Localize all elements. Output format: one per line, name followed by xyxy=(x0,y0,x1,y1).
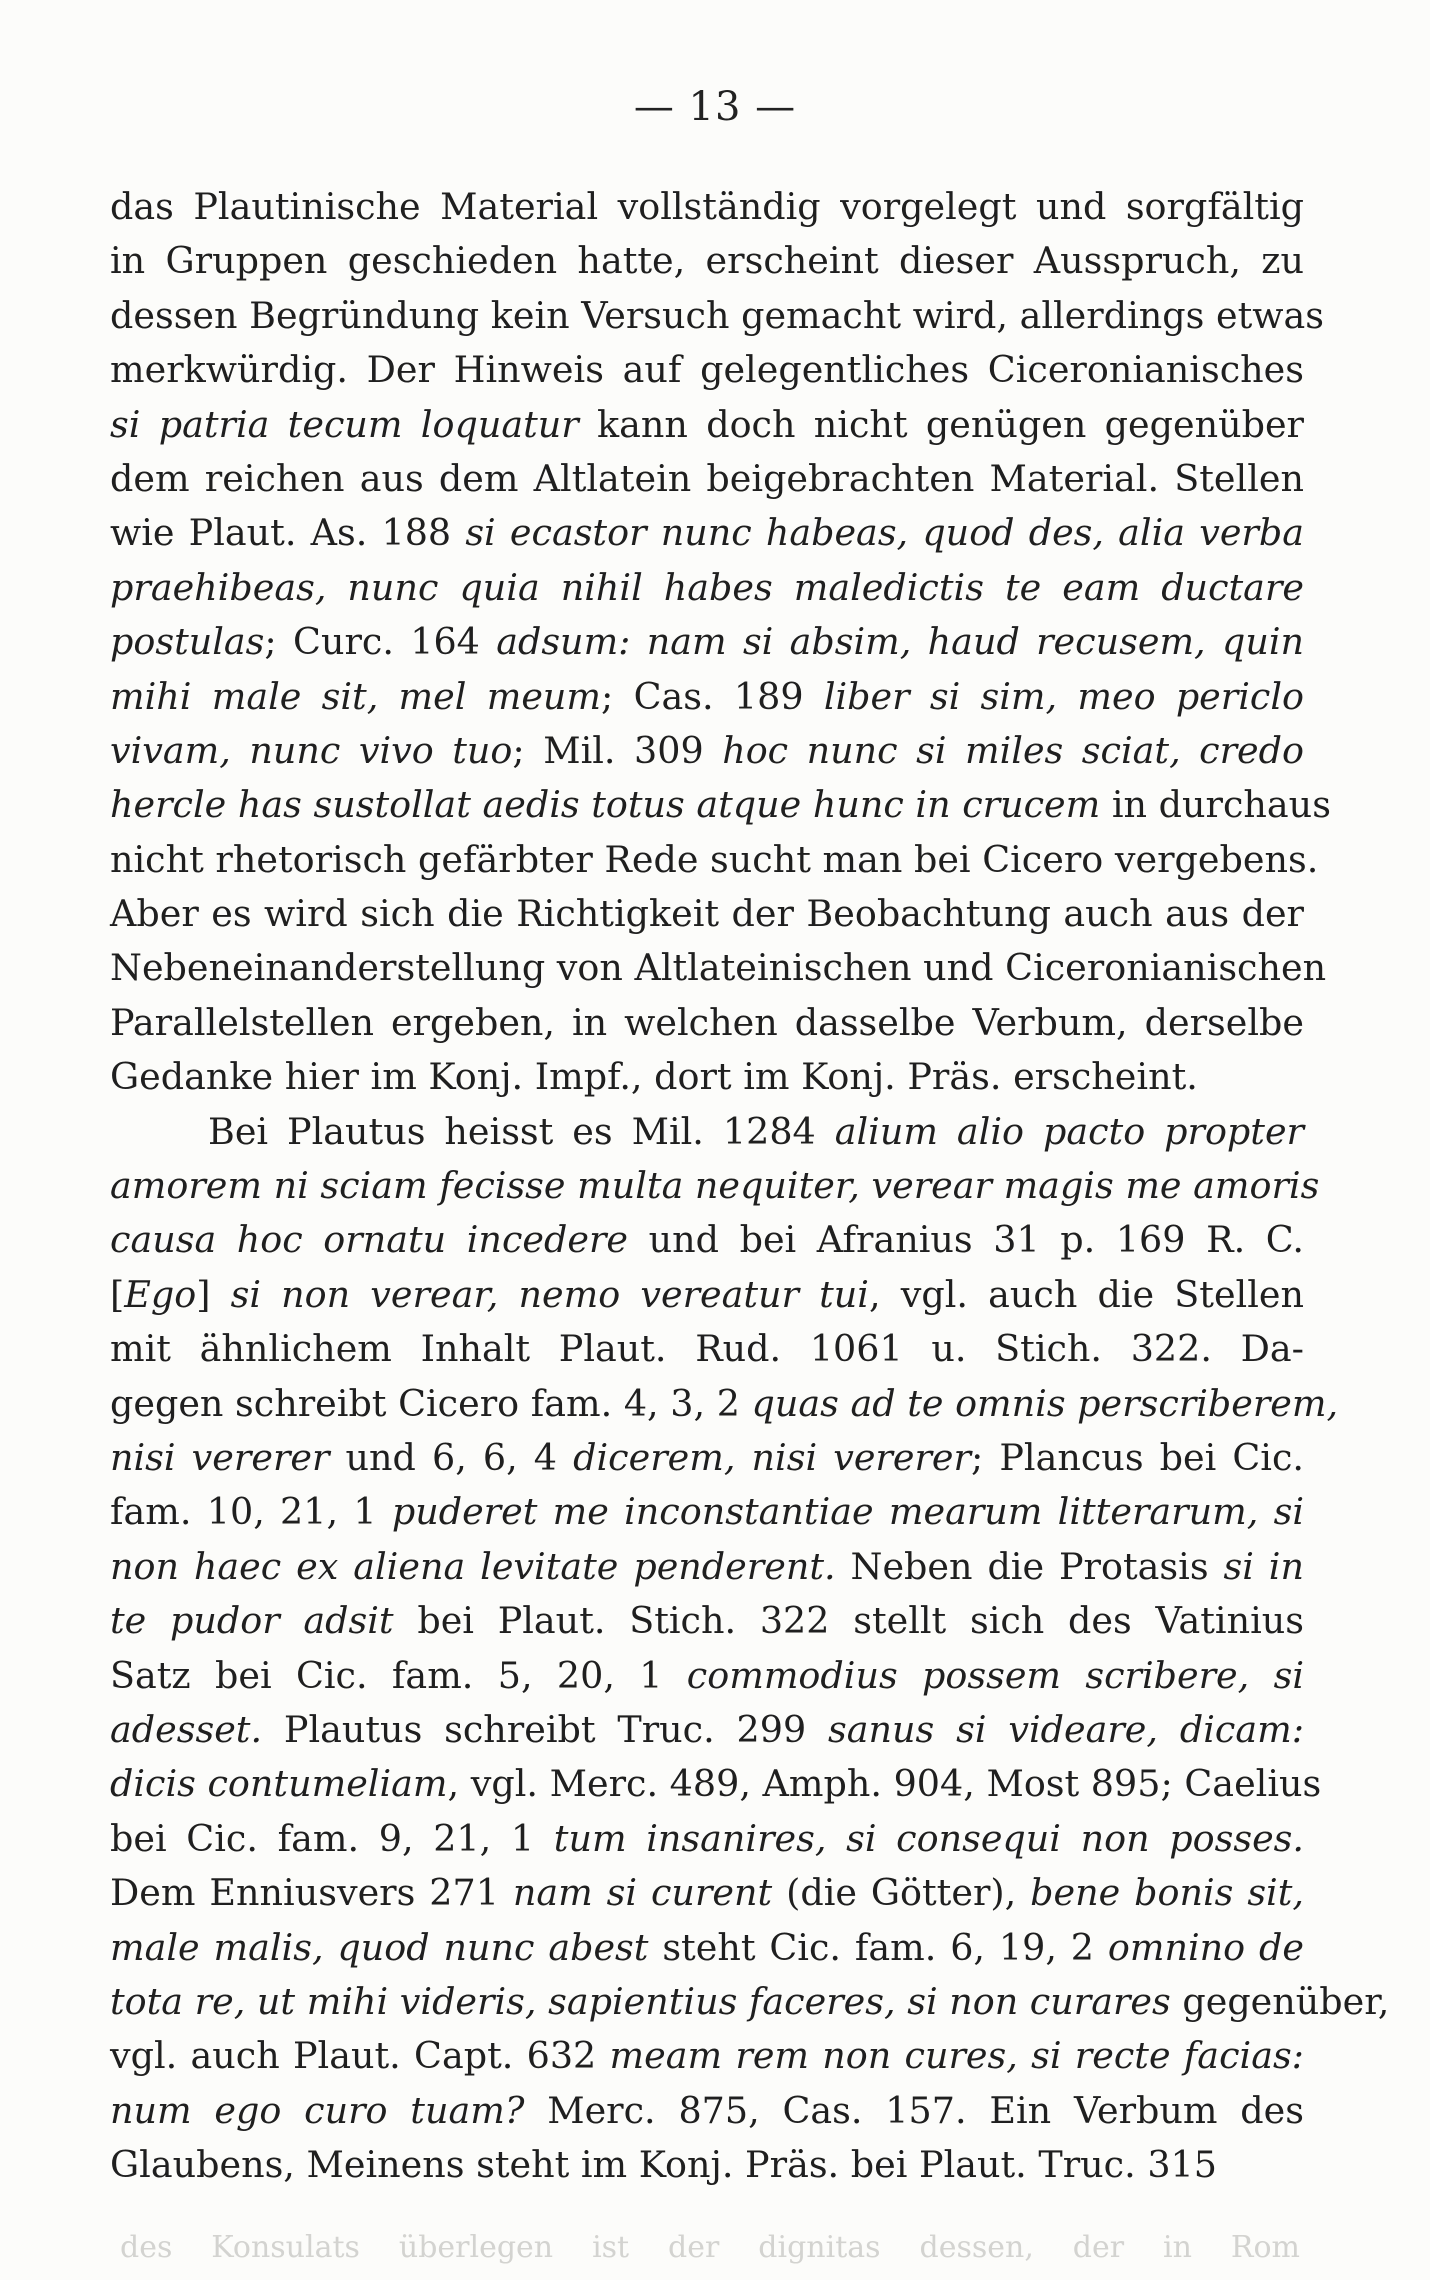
text-line xyxy=(110,615,1304,669)
italic-quote: dicerem, nisi vererer xyxy=(573,1435,971,1479)
italic-quote: nam si curent xyxy=(512,1871,773,1915)
text-run: ; Mil. 309 xyxy=(512,728,723,772)
text-run: ; Plancus bei Cic. xyxy=(970,1435,1304,1479)
text-line xyxy=(110,670,1304,724)
text-line xyxy=(110,506,1304,560)
text-line xyxy=(110,2029,1304,2083)
italic-quote: commodius possem scribere, si xyxy=(686,1653,1304,1697)
text-run: und 6, 6, 4 xyxy=(329,1435,574,1479)
italic-quote: tota re, ut mihi videris, sapientius faceres, si non curares xyxy=(110,1979,1171,2023)
text-line xyxy=(110,887,1304,941)
text-line xyxy=(110,1703,1304,1757)
text-run: bei Cic. fam. 9, 21, 1 xyxy=(110,1816,554,1860)
text-line xyxy=(110,343,1304,397)
text-run: Glaubens, Meinens steht im Konj. Präs. bei Plaut. Truc. 315 xyxy=(110,2143,1217,2187)
italic-quote: male malis, quod nunc abest xyxy=(110,1925,649,1969)
page-number: — 13 — xyxy=(633,84,797,130)
text-line xyxy=(110,1540,1304,1594)
text-line xyxy=(110,398,1304,452)
italic-quote: bene bonis sit, xyxy=(1030,1871,1305,1915)
text-run: in Gruppen geschieden hatte, erscheint dieser Ausspruch, zu xyxy=(110,239,1304,283)
text-run: mit ähnlichem Inhalt Plaut. Rud. 1061 u. Stich. 322. Da- xyxy=(110,1327,1304,1371)
text-run: und bei Afranius 31 p. 169 R. C. xyxy=(628,1218,1304,1262)
text-line xyxy=(110,2084,1304,2138)
italic-quote: mihi male sit, mel meum xyxy=(110,674,602,718)
text-line xyxy=(110,1105,1304,1159)
body-text xyxy=(110,180,1390,2192)
italic-quote: postulas xyxy=(110,620,265,664)
italic-quote: adsum: nam si absim, haud recusem, quin xyxy=(496,620,1305,664)
text-run: kann doch nicht genügen gegenüber xyxy=(578,402,1305,446)
text-run: ; Cas. 189 xyxy=(601,674,824,718)
text-run: in durchaus xyxy=(1100,783,1331,827)
italic-quote: Ego xyxy=(124,1272,197,1316)
italic-quote: hercle has sustollat aedis totus atque hunc in crucem xyxy=(110,783,1101,827)
italic-quote: quas ad te omnis perscriberem, xyxy=(751,1381,1339,1425)
text-run: das Plautinische Material vollständig vorgelegt und sorgfältig xyxy=(110,185,1304,228)
text-line xyxy=(110,833,1319,887)
paragraph-1 xyxy=(110,180,1331,1105)
bleed-through-text: des Konsulats überlegen ist der dignitas dessen, der in Rom xyxy=(120,2230,1300,2265)
text-run: gegenüber, xyxy=(1170,1979,1390,2023)
text-run: Parallelstellen ergeben, in welchen dasselbe Verbum, derselbe xyxy=(110,1000,1304,1044)
text-run: (die Götter), xyxy=(772,1871,1031,1915)
text-line xyxy=(110,452,1304,506)
italic-quote: meam rem non cures, si recte facias: xyxy=(609,2034,1304,2078)
text-line xyxy=(110,1757,1322,1811)
text-run: gegen schreibt Cicero fam. 4, 3, 2 xyxy=(110,1381,752,1425)
text-line xyxy=(110,1377,1339,1431)
italic-quote: adesset. xyxy=(110,1707,263,1751)
italic-quote: liber si sim, meo periclo xyxy=(823,674,1304,718)
text-run: , vgl. auch die Stellen xyxy=(869,1272,1305,1316)
text-line xyxy=(110,724,1304,778)
italic-quote: amorem ni sciam fecisse multa nequiter, verear magis me amoris xyxy=(110,1164,1320,1208)
text-line xyxy=(110,1921,1304,1975)
text-run: Nebeneinanderstellung von Altlateinischen und Ciceronianischen xyxy=(110,946,1327,990)
italic-quote: nisi vererer xyxy=(110,1435,330,1479)
text-line xyxy=(110,180,1304,234)
text-line xyxy=(110,289,1324,343)
text-run: dessen Begründung kein Versuch gemacht wird, allerdings etwas xyxy=(110,293,1324,337)
text-line xyxy=(110,1431,1304,1485)
text-run: Neben die Protasis xyxy=(835,1544,1224,1588)
text-line xyxy=(110,1594,1304,1648)
italic-quote: praehibeas, nunc quia nihil habes maledictis te eam ductare xyxy=(110,565,1304,609)
text-line xyxy=(110,1812,1304,1866)
text-run: Merc. 875, Cas. 157. Ein Verbum des xyxy=(524,2088,1304,2132)
text-run: Bei Plautus heisst es Mil. 1284 xyxy=(208,1109,835,1153)
italic-quote: non haec ex aliena levitate penderent. xyxy=(110,1544,836,1588)
text-line xyxy=(110,778,1331,832)
text-line xyxy=(110,1322,1304,1376)
text-line xyxy=(110,1485,1304,1539)
text-run: Aber es wird sich die Richtigkeit der Beobachtung auch aus der xyxy=(110,892,1304,936)
text-run: Plautus schreibt Truc. 299 xyxy=(262,1707,829,1751)
italic-quote: causa hoc ornatu incedere xyxy=(110,1218,629,1262)
text-line xyxy=(110,1649,1304,1703)
text-run: ; Curc. 164 xyxy=(264,620,497,664)
text-line xyxy=(110,1213,1304,1267)
italic-quote: num ego curo tuam? xyxy=(110,2088,525,2132)
italic-quote: puderet me inconstantiae mearum litterarum, si xyxy=(391,1490,1304,1534)
italic-quote: si ecastor nunc habeas, quod des, alia verba xyxy=(465,511,1305,555)
text-run: Gedanke hier im Konj. Impf., dort im Konj. Präs. erscheint. xyxy=(110,1055,1198,1099)
text-run: wie Plaut. As. 188 xyxy=(110,511,466,555)
text-line xyxy=(110,1268,1304,1322)
text-run: bei Plaut. Stich. 322 stellt sich des Vatinius xyxy=(393,1599,1304,1643)
italic-quote: si patria tecum loquatur xyxy=(110,402,579,446)
text-run: Satz bei Cic. fam. 5, 20, 1 xyxy=(110,1653,687,1697)
text-line xyxy=(110,996,1304,1050)
text-line xyxy=(110,561,1304,615)
italic-quote: alium alio pacto propter xyxy=(834,1109,1305,1153)
text-run: merkwürdig. Der Hinweis auf gelegentliches Ciceronianisches xyxy=(110,348,1304,392)
italic-quote: si non verear, nemo vereatur tui xyxy=(230,1272,869,1316)
text-run: [ xyxy=(110,1272,125,1316)
italic-quote: hoc nunc si miles sciat, credo xyxy=(722,728,1304,772)
text-line xyxy=(110,941,1327,995)
text-run: vgl. auch Plaut. Capt. 632 xyxy=(110,2034,610,2078)
text-line xyxy=(110,1050,1304,1104)
paragraph-2 xyxy=(110,1105,1390,2193)
text-run: dem reichen aus dem Altlatein beigebrachten Material. Stellen xyxy=(110,456,1304,500)
text-line xyxy=(110,2138,1304,2192)
italic-quote: sanus si videare, dicam: xyxy=(828,1707,1304,1751)
italic-quote: te pudor adsit xyxy=(110,1599,394,1643)
text-line xyxy=(110,1975,1390,2029)
italic-quote: dicis contumeliam xyxy=(110,1762,448,1806)
italic-quote: si in xyxy=(1223,1544,1304,1588)
text-run: , vgl. Merc. 489, Amph. 904, Most 895; Caelius xyxy=(447,1762,1322,1806)
text-run: nicht rhetorisch gefärbter Rede sucht man bei Cicero vergebens. xyxy=(110,837,1319,881)
italic-quote: vivam, nunc vivo tuo xyxy=(110,728,513,772)
text-run: steht Cic. fam. 6, 19, 2 xyxy=(648,1925,1108,1969)
text-run: fam. 10, 21, 1 xyxy=(110,1490,392,1534)
text-line xyxy=(110,234,1304,288)
text-run: Dem Enniusvers 271 xyxy=(110,1871,513,1915)
text-line xyxy=(110,1159,1320,1213)
text-line xyxy=(110,1866,1304,1920)
text-run: ] xyxy=(196,1272,231,1316)
italic-quote: tum insanires, si consequi non posses. xyxy=(553,1816,1304,1860)
italic-quote: omnino de xyxy=(1107,1925,1304,1969)
